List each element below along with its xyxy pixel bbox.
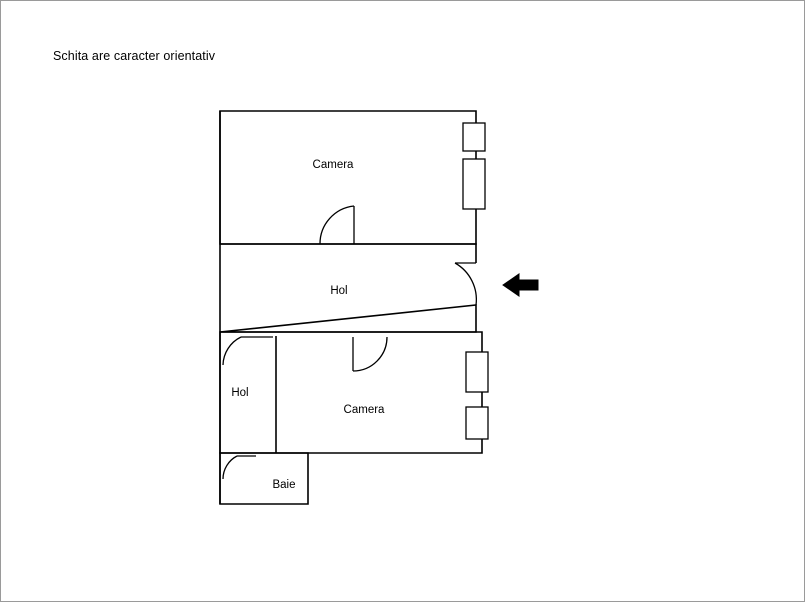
room-label-hol-middle: Hol: [330, 285, 348, 298]
page-title: Schita are caracter orientativ: [53, 49, 216, 63]
wall-hol-middle: [220, 244, 476, 332]
window-top-2: [463, 159, 485, 209]
door-entrance: [455, 263, 476, 305]
doors: [223, 206, 476, 479]
room-label-hol-left: Hol: [231, 387, 249, 400]
window-bottom-2: [466, 407, 488, 439]
window-top-1: [463, 123, 485, 151]
wall-bottom-block: [220, 332, 482, 453]
entrance-arrow: [503, 274, 538, 296]
wall-camera-top: [220, 111, 476, 244]
room-label-camera-bottom: Camera: [343, 404, 385, 417]
room-labels: [231, 159, 385, 491]
room-label-camera-top: Camera: [312, 159, 354, 172]
door-baie: [223, 456, 256, 479]
door-hol-left: [223, 337, 273, 365]
door-camera-top: [320, 206, 354, 244]
window-bottom-1: [466, 352, 488, 392]
room-label-baie: Baie: [272, 479, 296, 492]
windows: [463, 123, 488, 439]
door-camera-bottom: [353, 337, 387, 371]
floorplan-drawing: [1, 1, 805, 602]
